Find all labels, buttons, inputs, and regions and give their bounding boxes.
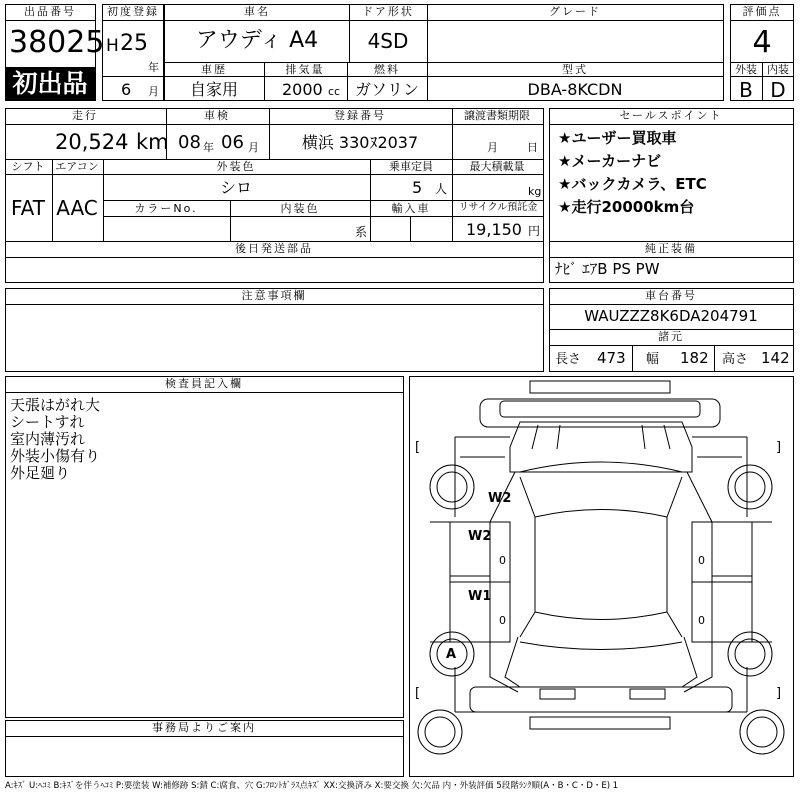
door-label: ドア形状 (362, 5, 414, 18)
recycle-fee-label: リサイクル預託金 (458, 202, 538, 213)
equipment: ﾅﾋﾞ ｴｱB PS PW (555, 260, 660, 278)
length-label: 長さ (555, 352, 582, 367)
inspection-label: 車検 (204, 109, 230, 122)
color-number-label: カラーNo. (134, 202, 198, 215)
import-label: 輸入車 (391, 202, 431, 215)
zero-mark: 0 (698, 614, 705, 627)
mileage-label: 走行 (72, 109, 98, 122)
inspector-remark: シートすれ (10, 413, 85, 431)
inspection-year-unit: 年 (203, 141, 214, 154)
inspector-remark: 室内薄汚れ (10, 430, 86, 448)
bracket-left: [ (415, 440, 421, 455)
max-load-unit: kg (528, 185, 542, 198)
interior-grade: D (770, 78, 786, 102)
era: H (106, 36, 119, 56)
sales-points-label: セールスポイント (619, 109, 723, 122)
legend: A:ｷｽﾞ U:ﾍｺﾐ B:ｷｽﾞを伴うﾍｺﾐ P:要塗装 W:補修跡 S:錆 C:腐食、穴 G:ﾌﾛﾝﾄｶﾞﾗｽ点ｷｽﾞ XX:交換済み X:要交換 欠:欠品 内・外装評価 5段階ﾗﾝｸ順(A・B・C・D・E) 1 (5, 781, 619, 791)
sales-point-item: ★バックカメラ、ETC (558, 175, 707, 193)
interior-grade-label: 内装 (767, 63, 789, 76)
bracket-right: ] (776, 440, 782, 455)
door-type: 4SD (367, 29, 409, 53)
zero-mark: 0 (499, 554, 506, 567)
first-listing-badge-text: 初出品 (12, 69, 88, 98)
inspector-remark: 天張はがれ大 (10, 396, 101, 414)
sales-point-item: ★ユーザー買取車 (558, 129, 677, 147)
history: 自家用 (189, 80, 239, 99)
sales-point-item: ★メーカーナビ (558, 152, 662, 170)
interior-color-suffix: 系 (355, 225, 368, 239)
sales-point-item: ★走行20000km台 (558, 198, 695, 216)
displacement-unit: cc (328, 85, 341, 98)
zero-mark: 0 (499, 614, 506, 627)
capacity-unit: 人 (435, 182, 448, 196)
fuel: ガソリン (354, 80, 420, 99)
height: 142 (761, 349, 790, 367)
car-name-label: 車名 (244, 5, 270, 18)
plate-label: 登録番号 (334, 109, 386, 122)
damage-mark: W2 (468, 529, 492, 544)
width-label: 幅 (646, 352, 660, 367)
displacement-label: 排気量 (285, 63, 325, 76)
damage-mark: A (446, 647, 457, 662)
transfer-deadline-label: 譲渡書類期限 (464, 109, 530, 122)
first-registration-label: 初度登録 (107, 5, 159, 18)
mileage: 20,524 (55, 130, 129, 154)
model-code: DBA-8KCDN (527, 80, 623, 99)
specs-label: 諸元 (658, 330, 684, 343)
score-label: 評価点 (742, 5, 782, 18)
bracket-left: [ (415, 686, 421, 701)
recycle-fee: 19,150 (466, 220, 522, 239)
zero-mark: 0 (698, 554, 705, 567)
exterior-color-label: 外装色 (216, 160, 256, 173)
car-diagram-drawing (410, 377, 793, 776)
inspector-remark: 外装小傷有り (10, 447, 101, 465)
exterior-grade: B (739, 78, 753, 102)
capacity: 5 (412, 178, 423, 197)
lot-number: 38025 (9, 25, 105, 60)
exterior-color: シロ (219, 178, 253, 197)
score: 4 (752, 25, 772, 60)
car-diagram (409, 376, 794, 777)
grade-label: グレード (549, 5, 601, 18)
fuel-label: 燃料 (374, 63, 400, 76)
displacement: 2000 (282, 80, 323, 99)
car-name: アウディ A4 (195, 28, 319, 53)
mileage-unit: km (136, 130, 169, 154)
bracket-right: ] (776, 686, 782, 701)
inspection-month: 06 (221, 132, 244, 153)
inspector-label: 検査員記入欄 (165, 377, 243, 390)
shift: FAT (10, 196, 46, 220)
recycle-fee-unit: 円 (528, 224, 541, 238)
exterior-grade-label: 外装 (735, 63, 757, 76)
office-label: 事務局よりご案内 (152, 721, 256, 734)
history-label: 車歴 (201, 63, 227, 76)
chassis-label: 車台番号 (645, 289, 697, 302)
damage-mark: W2 (488, 491, 512, 506)
model-code-label: 型式 (562, 63, 588, 76)
transfer-month-unit: 月 (487, 141, 498, 154)
interior-color-label: 内装色 (280, 202, 320, 215)
inspector-remark: 外足廻り (10, 464, 71, 482)
notes-label: 注意事項欄 (241, 289, 307, 302)
chassis-number: WAUZZZ8K6DA204791 (584, 307, 758, 325)
year-unit: 年 (148, 61, 159, 74)
length: 473 (597, 349, 626, 367)
registration-month: 6 (121, 80, 132, 99)
inspection-year: 08 (178, 132, 201, 153)
capacity-label: 乗車定員 (389, 160, 433, 173)
month-unit: 月 (148, 85, 159, 98)
width: 182 (680, 349, 709, 367)
registration-year: 25 (120, 31, 148, 56)
later-parts-label: 後日発送部品 (235, 242, 313, 255)
transfer-day-unit: 日 (527, 141, 538, 154)
aircon-label: エアコン (55, 160, 99, 173)
shift-label: シフト (11, 160, 45, 173)
inspection-month-unit: 月 (248, 141, 259, 154)
lot-number-label: 出品番号 (24, 5, 76, 18)
max-load-label: 最大積載量 (469, 160, 525, 173)
plate-number: 横浜 330ﾇ2037 (301, 133, 419, 152)
damage-mark: W1 (468, 589, 492, 604)
aircon: AAC (56, 196, 98, 220)
height-label: 高さ (722, 352, 749, 367)
equipment-label: 純正装備 (645, 242, 697, 255)
